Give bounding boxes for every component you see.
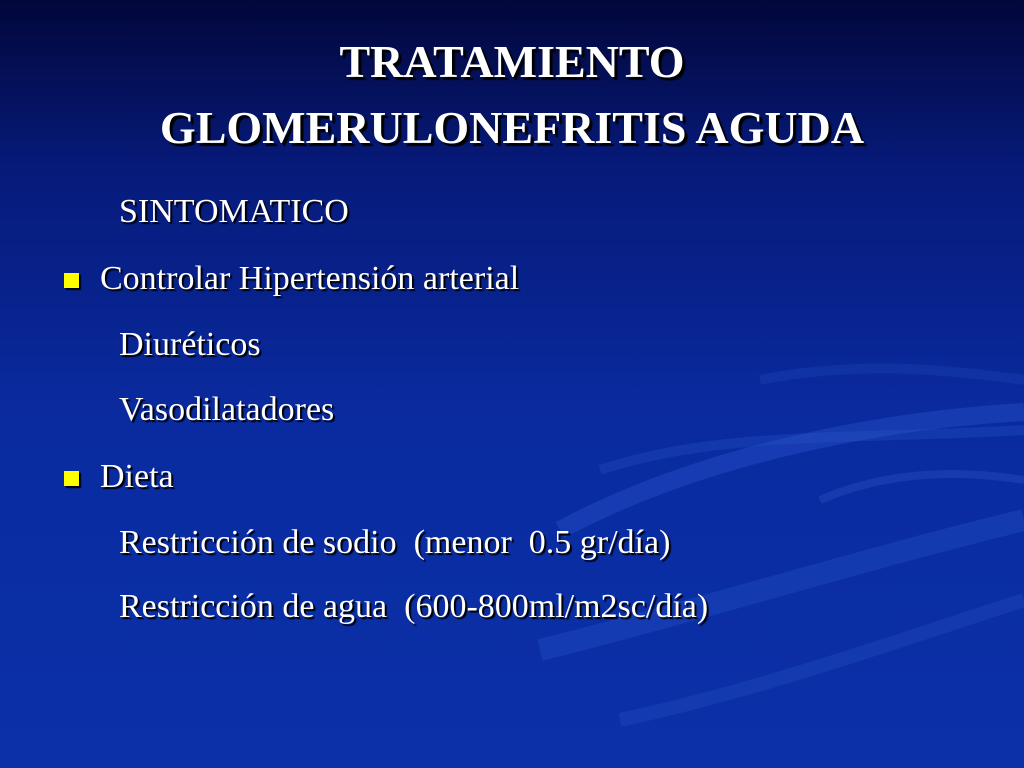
sub-item-vasodilatadores: Vasodilatadores xyxy=(119,391,335,428)
background-swirl-stroke xyxy=(820,474,1024,500)
slide-title-line-2: GLOMERULONEFRITIS AGUDA xyxy=(159,102,865,153)
slide-title-line-1: TRATAMIENTO xyxy=(339,36,685,87)
bullet-item-hypertension: Controlar Hipertensión arterial xyxy=(100,260,520,297)
sub-item-restriccion-agua: Restricción de agua (600-800ml/m2sc/día) xyxy=(119,588,709,625)
background-swirl-stroke xyxy=(760,368,1024,380)
yellow-square-bullet-icon xyxy=(64,273,79,288)
subheading-sintomatico: SINTOMATICO xyxy=(119,193,349,230)
sub-item-restriccion-sodio: Restricción de sodio (menor 0.5 gr/día) xyxy=(119,524,671,561)
yellow-square-bullet-icon xyxy=(64,471,79,486)
sub-item-diureticos: Diuréticos xyxy=(119,326,261,363)
bullet-item-dieta: Dieta xyxy=(100,458,174,495)
